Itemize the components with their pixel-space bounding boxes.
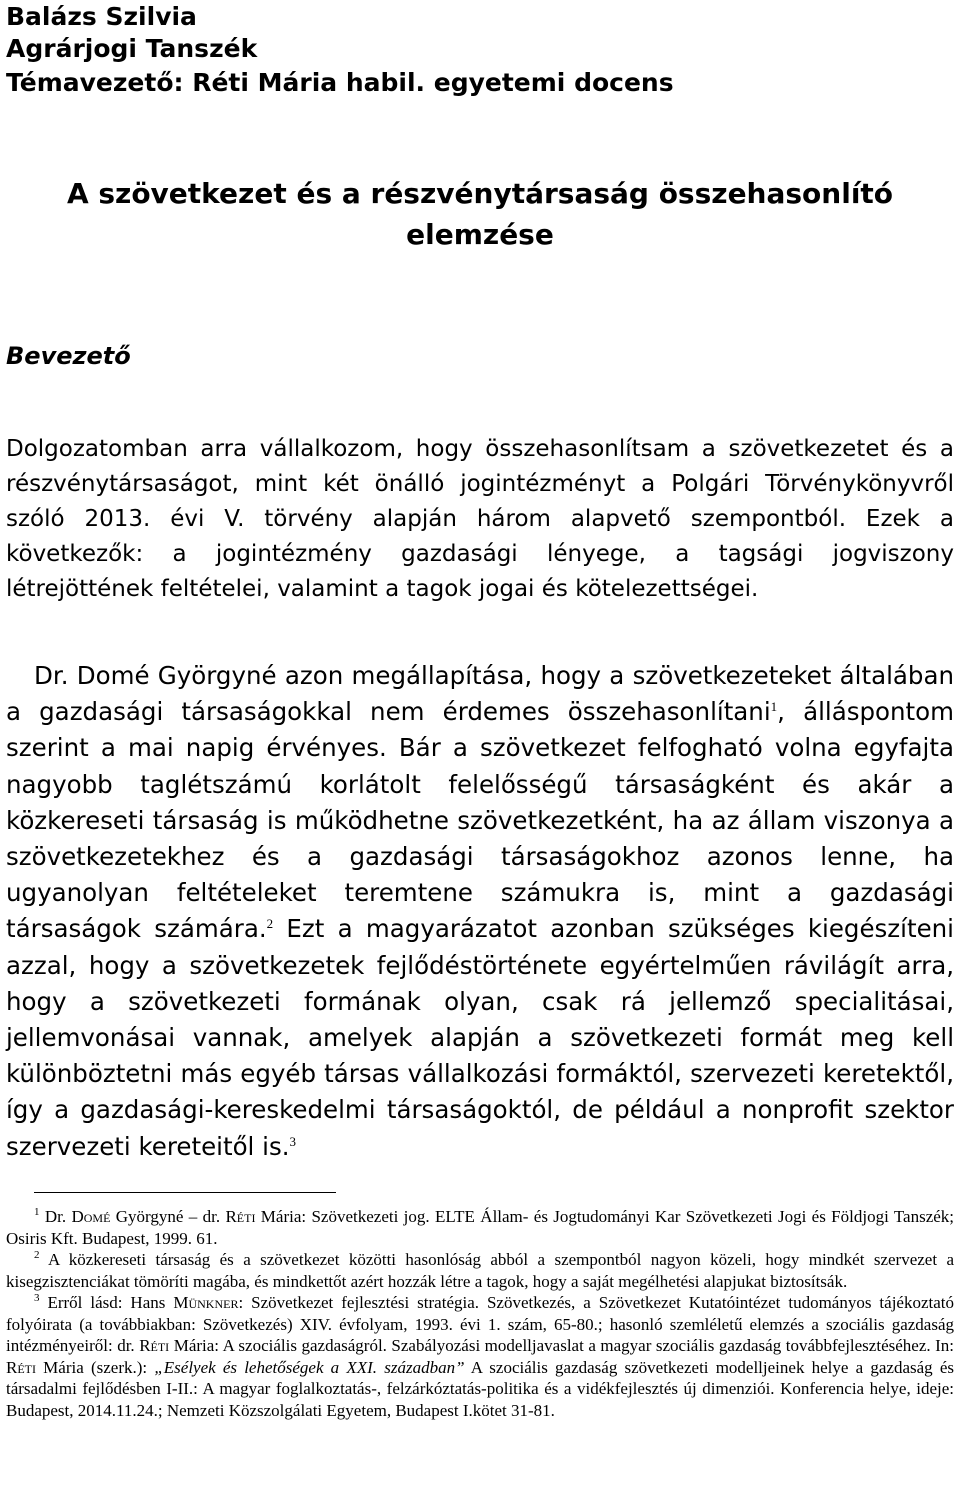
- footnote-3-text-i: A szociális gazdaság szövetkezeti modelljeinek helye a gazdaság és társadalmi fejlődésben I-II.: A magyar foglalkoztatás-, felzárkóztatás-politika és a vidékfejlesztés új dimenziói. Konferencia helye, ideje: Budapest, 2014.11.24.; Nemzeti Közszolgálati Egyetem, Budapest I.kötet 31-81.: [6, 1357, 954, 1420]
- footnote-3-text-g: Mária (szerk.):: [36, 1357, 155, 1377]
- document-title-line-2: elemzése: [406, 218, 554, 251]
- footnote-separator: [34, 1192, 336, 1193]
- footnote-ref-3[interactable]: 3: [289, 1133, 297, 1149]
- footnotes: [6, 1206, 954, 1421]
- footnote-1-text-e: Mária: Szövetkezeti jog. ELTE Állam- és Jogtudományi Kar Szövetkezeti Jogi és Földjogi Tanszék; Osiris Kft. Budapest, 1999. 61.: [6, 1207, 955, 1248]
- footnote-3-text-a: Erről lásd: Hans: [47, 1293, 174, 1312]
- footnote-1-text-c: Györgyné – dr.: [110, 1207, 226, 1226]
- paragraph-2-part-2: , álláspontom szerint a mai napig érvényes.: [6, 697, 954, 763]
- section-heading: Bevezető: [6, 342, 131, 370]
- footnote-3-editor-surname: Réti: [6, 1357, 36, 1377]
- department-name: Agrárjogi Tanszék: [6, 34, 258, 63]
- footnote-2-number: 2: [34, 1249, 40, 1261]
- author-name: Balázs Szilvia: [6, 2, 197, 31]
- footnote-3-italic-title: „Esélyek és lehetőségek a XXI. században”: [154, 1357, 465, 1377]
- intro-paragraph-2: [6, 658, 954, 1165]
- footnote-2-text: A közkereseti társaság és a szövetkezet közötti hasonlóság abból a szempontból nagyon közeli, hogy mindkét szervezet a kisegzisztenciákat tömöríti magába, és mindkettőt azért hozzák létre a tagok, hogy a saját megélhetési alapjukat biztosítsák.: [6, 1250, 955, 1291]
- supervisor-line: Témavezető: Réti Mária habil. egyetemi docens: [6, 68, 674, 97]
- footnote-ref-2[interactable]: 2: [266, 916, 274, 932]
- paragraph-2-text: [6, 658, 954, 1165]
- footnote-1-text-a: Dr.: [44, 1207, 72, 1226]
- footnote-3-text-c: : Szövetkezet fejlesztési stratégia. Szövetkezés, a Szövetkezet Kutatóintézet tudományos tájékoztató folyóirata (a továbbiakban: Szövetkezés) XIV. évfolyam, 1993. évi 1. szám, 65-80.; hasonló szemléletű elemzés a szociális gazdaság intézményeiről: dr.: [6, 1293, 954, 1355]
- footnote-3-author-surname: Münkner: [173, 1293, 239, 1312]
- footnote-2: [6, 1249, 954, 1292]
- footnote-3-number: 3: [34, 1292, 40, 1304]
- footnote-3-author2-surname: Réti: [139, 1336, 170, 1355]
- footnote-1-author2-surname: Réti: [225, 1207, 256, 1226]
- paragraph-2-part-4: Ezt a magyarázatot azonban szükséges kiegészíteni azzal, hogy a szövetkezetek fejlődéstörténete egyértelműen rávilágít arra, hogy a szövetkezeti formának olyan, csak rá jellemző specialitásai, jellemvonásai vannak, amelyek alapján a szövetkezeti formát meg kell különböztetni más egyéb társas vállalkozási formáktól, szervezeti keretektől, így a gazdasági-kereskedelmi társaságoktól, de például a nonprofit szektor szervezeti kereteitől is.: [6, 914, 954, 1161]
- footnote-1-number: 1: [34, 1206, 40, 1218]
- footnote-3-text-e: Mária: A szociális gazdaságról. Szabályozási modelljavaslat a magyar szociális gazdaság továbbfejlesztéséhez. In:: [169, 1336, 955, 1355]
- footnote-1: [6, 1206, 954, 1249]
- footnote-1-author-surname: Domé: [71, 1207, 111, 1226]
- paragraph-2-part-1: Dr. Domé Györgyné azon megállapítása, hogy a szövetkezeteket általában a gazdasági társaságokkal nem érdemes összehasonlítani: [6, 661, 954, 727]
- intro-paragraph-1: [6, 432, 954, 607]
- footnote-ref-1[interactable]: 1: [770, 699, 778, 715]
- paragraph-1-text: Dolgozatomban arra vállalkozom, hogy összehasonlítsam a szövetkezetet és a részvénytársaságot, mint két önálló jogintézményt a Polgári Törvénykönyvről szóló 2013. évi V. törvény alapján három alapvető szempontból. Ezek a következők: a jogintézmény gazdasági lényege, a tagsági jogviszony létrejöttének feltételei, valamint a tagok jogai és kötelezettségei.: [6, 436, 954, 602]
- document-title-line-1: A szövetkezet és a részvénytársaság összehasonlító: [66, 177, 894, 210]
- paragraph-2-part-3: Bár a szövetkezet felfogható volna egyfajta nagyobb taglétszámú korlátolt felelősségű társaságként és akár a közkereseti társaság is működhetne szövetkezetként, ha az állam viszonya a szövetkezetekhez és a gazdasági társaságokhoz azonos lenne, ha ugyanolyan feltételeket teremtene számukra is, mint a gazdasági társaságok számára.: [6, 733, 954, 944]
- footnote-3: [6, 1292, 954, 1421]
